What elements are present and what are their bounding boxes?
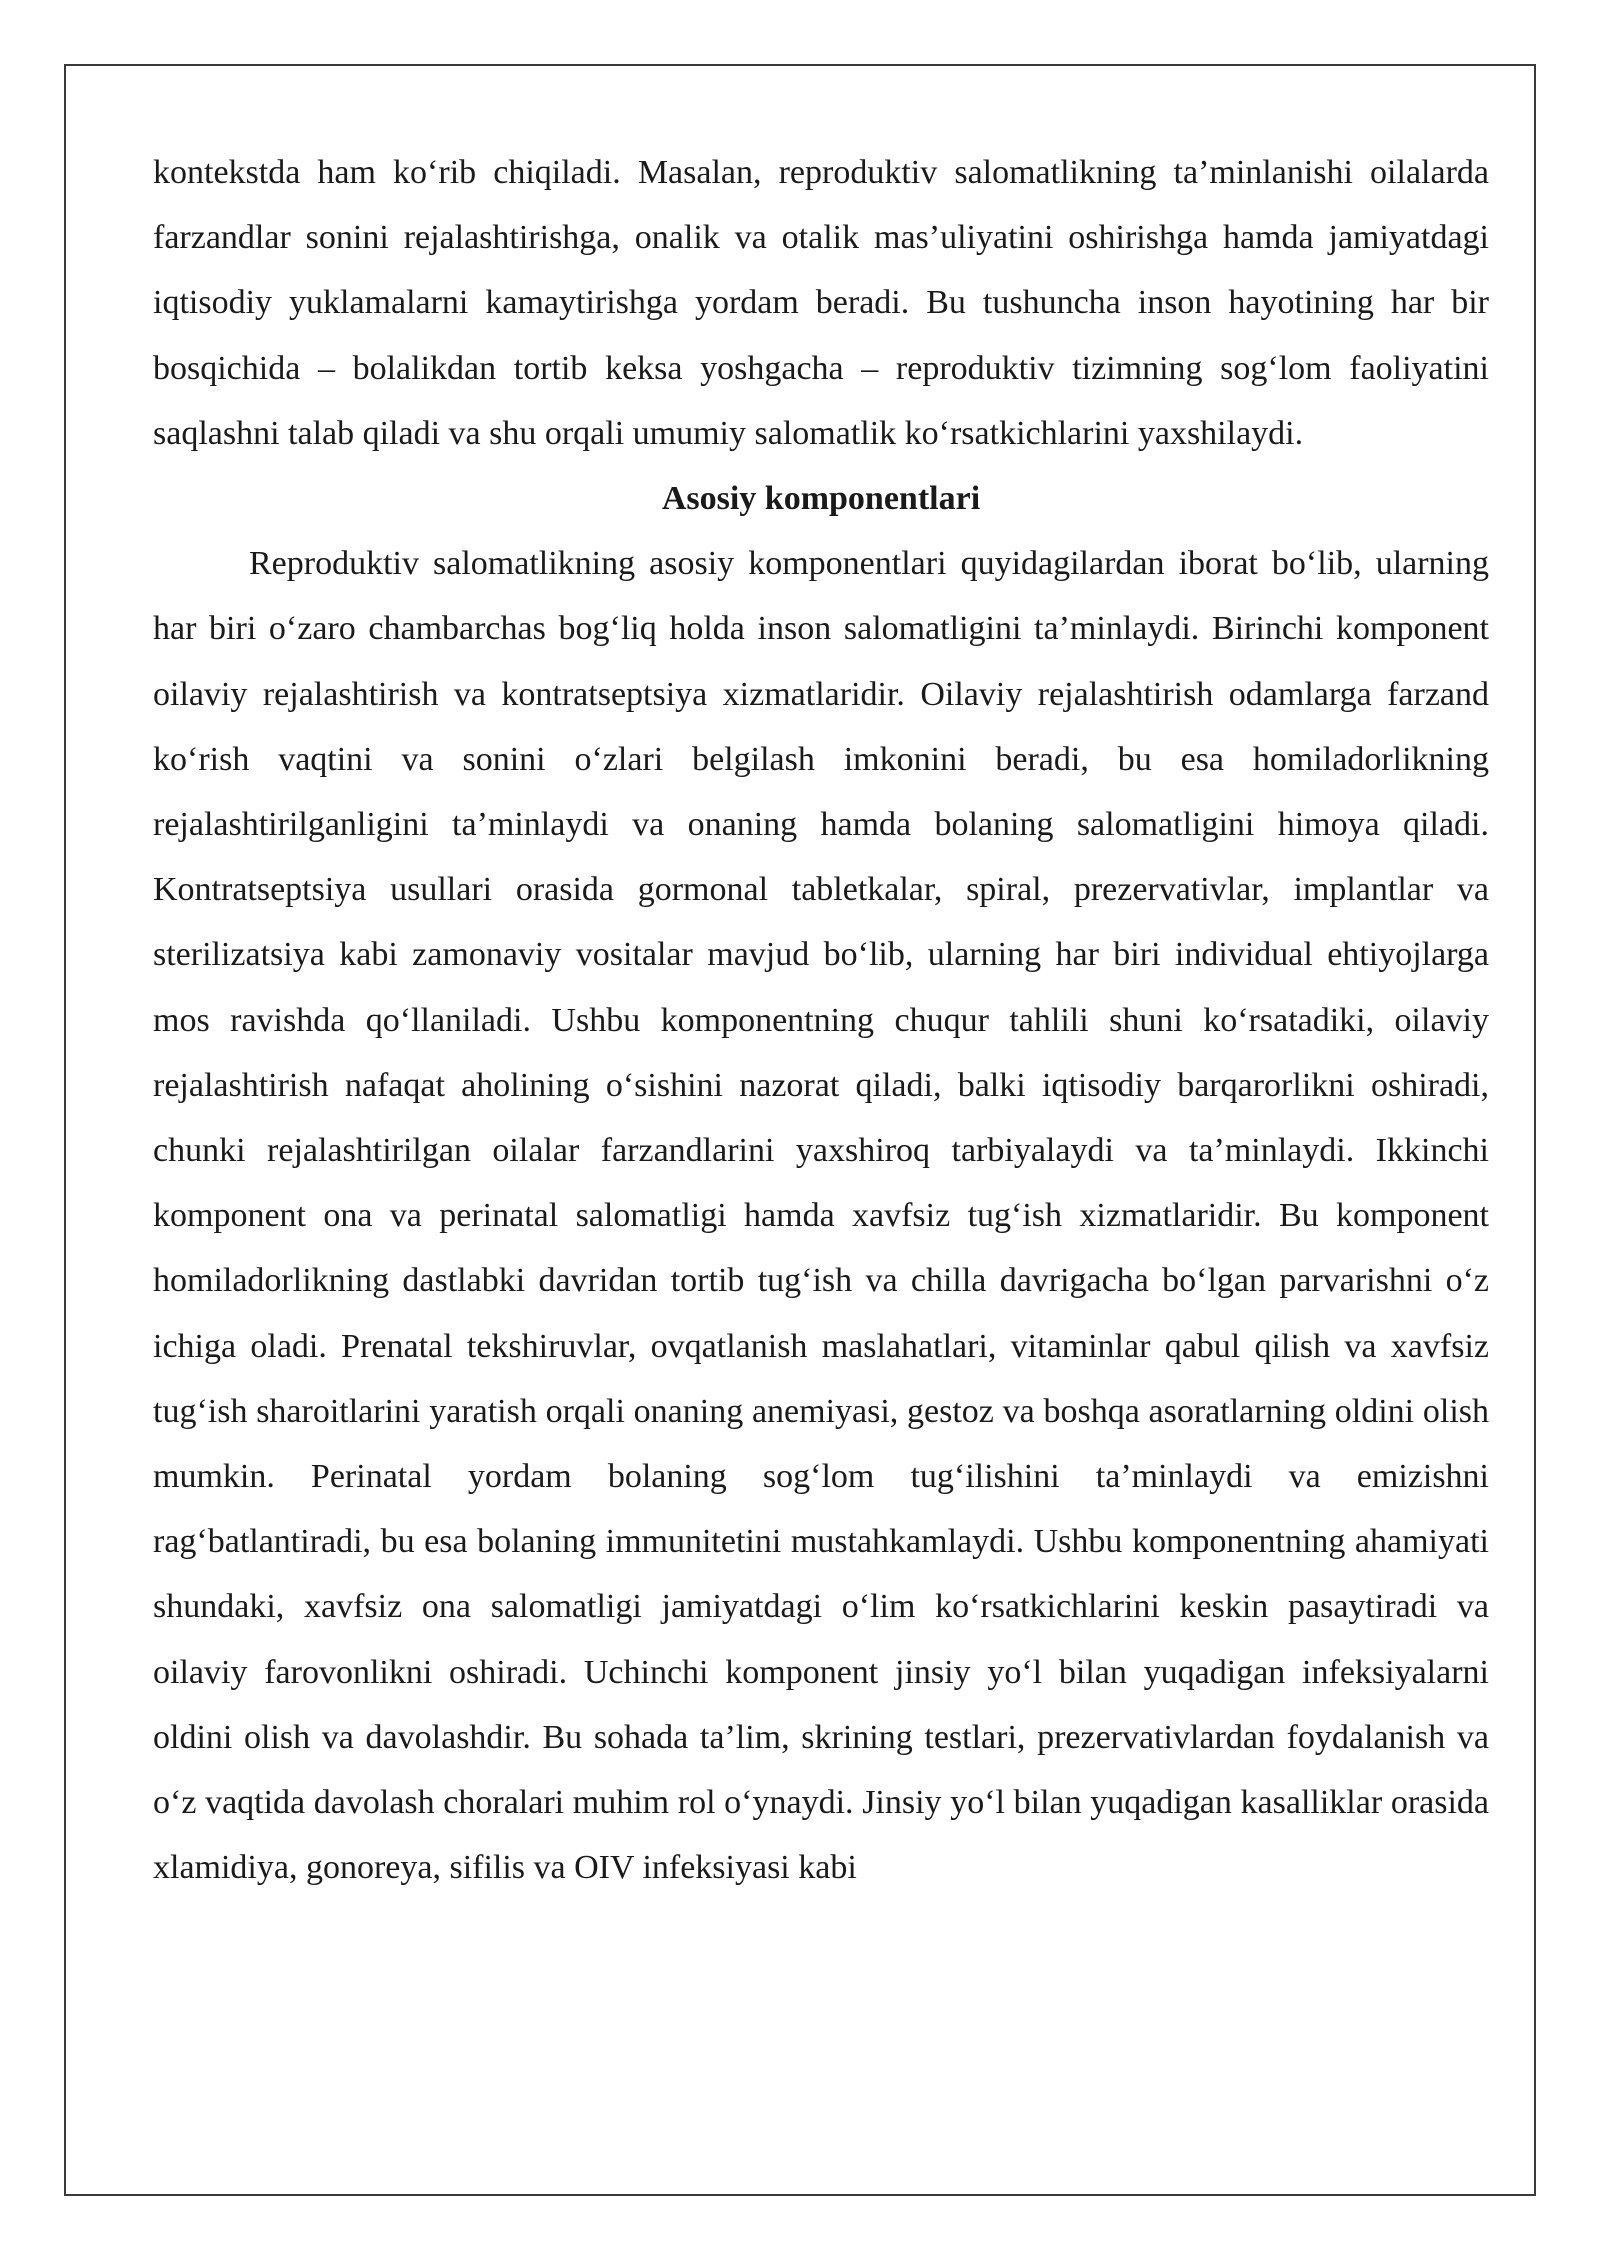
paragraph-continued: kontekstda ham ko‘rib chiqiladi. Masalan, reproduktiv salomatlikning ta’minlanishi oilalarda farzandlar sonini rejalashtirishga, onalik va otalik mas’uliyatini oshirishga hamda jamiyatdagi iqtisodiy yuklamalarni kamaytirishga yordam beradi. Bu tushuncha inson hayotining har bir bosqichida – bolalikdan tortib keksa yoshgacha – reproduktiv tizimning sog‘lom faoliyatini saqlashni talab qiladi va shu orqali umumiy salomatlik ko‘rsatkichlarini yaxshilaydi.: [153, 154, 1489, 452]
paragraph-components: Reproduktiv salomatlikning asosiy komponentlari quyidagilardan iborat bo‘lib, ularning har biri o‘zaro chambarchas bog‘liq holda inson salomatligini ta’minlaydi. Birinchi komponent oilaviy rejalashtirish va kontratseptsiya xizmatlaridir. Oilaviy rejalashtirish odamlarga farzand ko‘rish vaqtini va sonini o‘zlari belgilash imkonini beradi, bu esa homiladorlikning rejalashtirilganligini ta’minlaydi va onaning hamda bolaning salomatligini himoya qiladi. Kontratseptsiya usullari orasida gormonal tabletkalar, spiral, prezervativlar, implantlar va sterilizatsiya kabi zamonaviy vositalar mavjud bo‘lib, ularning har biri individual ehtiyojlarga mos ravishda qo‘llaniladi. Ushbu komponentning chuqur tahlili shuni ko‘rsatadiki, oilaviy rejalashtirish nafaqat aholining o‘sishini nazorat qiladi, balki iqtisodiy barqarorlikni oshiradi, chunki rejalashtirilgan oilalar farzandlarini yaxshiroq tarbiyalaydi va ta’minlaydi. Ikkinchi komponent ona va perinatal salomatligi hamda xavfsiz tug‘ish xizmatlaridir. Bu komponent homiladorlikning dastlabki davridan tortib tug‘ish va chilla davrigacha bo‘lgan parvarishni o‘z ichiga oladi. Prenatal tekshiruvlar, ovqatlanish maslahatlari, vitaminlar qabul qilish va xavfsiz tug‘ish sharoitlarini yaratish orqali onaning anemiyasi, gestoz va boshqa asoratlarning oldini olish mumkin. Perinatal yordam bolaning sog‘lom tug‘ilishini ta’minlaydi va emizishni rag‘batlantiradi, bu esa bolaning immunitetini mustahkamlaydi. Ushbu komponentning ahamiyati shundaki, xavfsiz ona salomatligi jamiyatdagi o‘lim ko‘rsatkichlarini keskin pasaytiradi va oilaviy farovonlikni oshiradi. Uchinchi komponent jinsiy yo‘l bilan yuqadigan infeksiyalarni oldini olish va davolashdir. Bu sohada ta’lim, skrining testlari, prezervativlardan foydalanish va o‘z vaqtida davolash choralari muhim rol o‘ynaydi. Jinsiy yo‘l bilan yuqadigan kasalliklar orasida xlamidiya, gonoreya, sifilis va OIV infeksiyasi kabi: [153, 545, 1489, 1887]
document-body: [153, 140, 1489, 1900]
section-heading: Asosiy komponentlari: [661, 480, 981, 518]
